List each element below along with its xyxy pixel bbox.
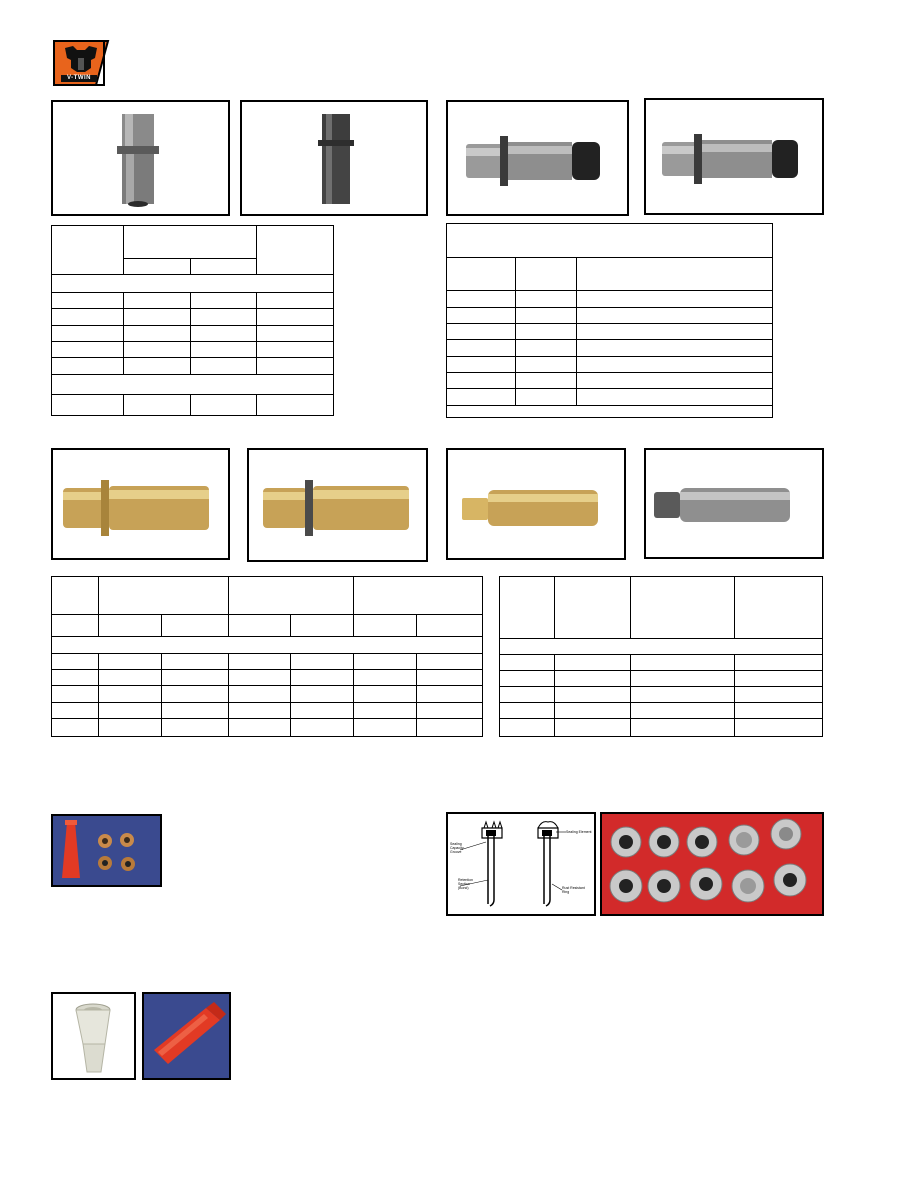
photo-brass-guide-3 (446, 448, 626, 560)
table-row (52, 395, 334, 416)
table-row (447, 373, 773, 389)
photo-brass-guide-2 (247, 448, 428, 562)
table-row (52, 719, 483, 737)
photo-white-seal-tool (51, 992, 136, 1080)
steel-guide-1-image (448, 102, 627, 214)
steel-guide-3-image (646, 450, 822, 557)
seal-install-kit-image (53, 816, 160, 885)
steel-guide-2-image (646, 100, 822, 213)
photo-cast-iron-guide (51, 100, 230, 216)
photo-steel-guide-3 (644, 448, 824, 559)
table-row (500, 655, 823, 671)
photo-steel-guide-2 (644, 98, 824, 215)
spec-table-2 (446, 223, 773, 418)
seal-cross-section-diagram (446, 812, 596, 916)
table-row (447, 257, 773, 291)
seal-diagram-image (448, 814, 594, 914)
table-row (500, 577, 823, 639)
cast-iron-guide-image (53, 102, 228, 214)
table-row (500, 671, 823, 687)
table-row (52, 703, 483, 719)
table-row (500, 639, 823, 655)
photo-red-seal-tool (142, 992, 231, 1080)
logo-text: V-TWIN (67, 75, 91, 81)
table-row (52, 275, 334, 292)
table-row (52, 637, 483, 654)
photo-brass-guide-1 (51, 448, 230, 560)
table-row (447, 324, 773, 340)
photo-seal-install-kit (51, 814, 162, 887)
spec-table-3 (51, 576, 483, 737)
table-row (52, 654, 483, 670)
label-sealing-element: Sealing Element (566, 830, 592, 834)
table-row (52, 342, 334, 358)
spec-table-4 (499, 576, 823, 737)
photo-dark-guide (240, 100, 428, 216)
table-row (500, 703, 823, 719)
table-row (52, 325, 334, 341)
table-row (447, 405, 773, 417)
table-row (447, 340, 773, 356)
red-seal-tool-image (144, 994, 229, 1078)
table-row (52, 374, 334, 395)
white-seal-tool-image (53, 994, 134, 1078)
table-row (52, 226, 334, 259)
table-row (447, 224, 773, 258)
brass-guide-2-image (249, 450, 426, 560)
brass-guide-3-image (448, 450, 624, 558)
table-row (500, 719, 823, 737)
table-row (52, 615, 483, 637)
table-row (447, 356, 773, 372)
brass-guide-1-image (53, 450, 228, 558)
table-row (447, 389, 773, 405)
table-row (52, 577, 483, 615)
label-retention: Retention Section (Bond) (458, 878, 473, 890)
valve-seals-image (602, 814, 822, 914)
label-sealing-capacity: Sealing Capacity Groove (450, 842, 464, 854)
table-row (447, 307, 773, 323)
dark-guide-image (242, 102, 426, 214)
table-row (52, 670, 483, 686)
spec-table-1 (51, 225, 334, 416)
label-rust-resistant: Rust Resistant Ring (562, 886, 585, 894)
table-row (52, 358, 334, 374)
table-row (447, 291, 773, 307)
photo-valve-seals (600, 812, 824, 916)
photo-steel-guide-1 (446, 100, 629, 216)
vtwin-logo (51, 38, 111, 88)
table-row (52, 686, 483, 703)
table-row (52, 292, 334, 308)
table-row (52, 309, 334, 325)
table-row (500, 687, 823, 703)
